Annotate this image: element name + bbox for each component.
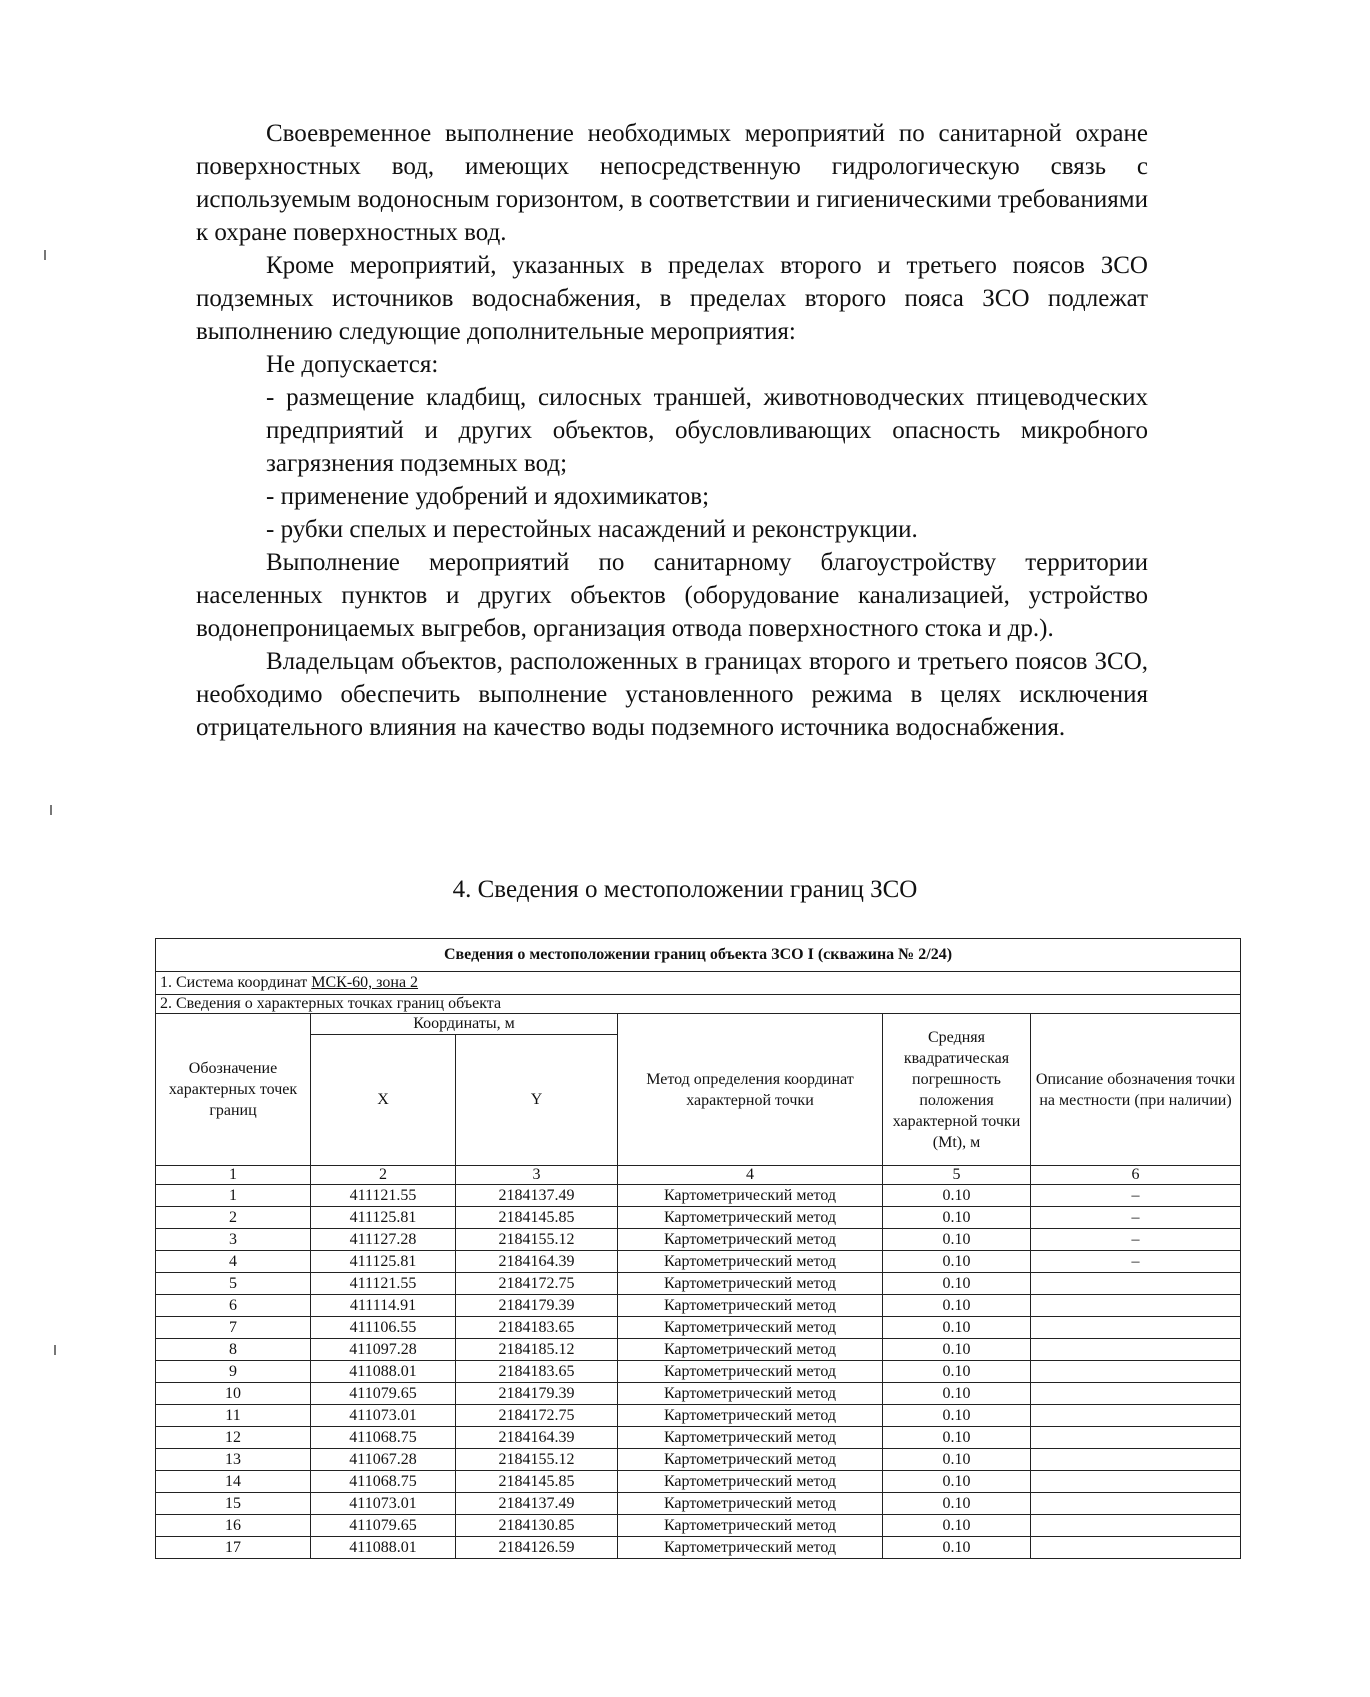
table-row bbox=[156, 1251, 1241, 1273]
description-cell bbox=[1031, 1405, 1241, 1427]
accuracy-cell: 0.10 bbox=[883, 1317, 1031, 1339]
column-number: 5 bbox=[883, 1166, 1031, 1185]
coord-y: 2184164.39 bbox=[456, 1251, 618, 1273]
accuracy-cell: 0.10 bbox=[883, 1339, 1031, 1361]
table-row bbox=[156, 1295, 1241, 1317]
method-cell: Картометрический метод bbox=[618, 1493, 883, 1515]
coord-y: 2184155.12 bbox=[456, 1229, 618, 1251]
description-cell bbox=[1031, 1493, 1241, 1515]
table-row bbox=[156, 1493, 1241, 1515]
method-cell: Картометрический метод bbox=[618, 1405, 883, 1427]
accuracy-cell: 0.10 bbox=[883, 1493, 1031, 1515]
point-number: 8 bbox=[156, 1339, 311, 1361]
header-accuracy: Средняя квадратическая погрешность положения характерной точки (Mt), м bbox=[883, 1014, 1031, 1166]
point-number: 14 bbox=[156, 1471, 311, 1493]
accuracy-cell: 0.10 bbox=[883, 1537, 1031, 1559]
accuracy-cell: 0.10 bbox=[883, 1361, 1031, 1383]
header-description: Описание обозначения точки на местности (при наличии) bbox=[1031, 1014, 1241, 1166]
accuracy-cell: 0.10 bbox=[883, 1273, 1031, 1295]
description-cell bbox=[1031, 1273, 1241, 1295]
method-cell: Картометрический метод bbox=[618, 1515, 883, 1537]
method-cell: Картометрический метод bbox=[618, 1427, 883, 1449]
point-number: 12 bbox=[156, 1427, 311, 1449]
boundary-table bbox=[155, 938, 1241, 1559]
coord-x: 411088.01 bbox=[311, 1361, 456, 1383]
column-number: 2 bbox=[311, 1166, 456, 1185]
table-row bbox=[156, 1229, 1241, 1251]
accuracy-cell: 0.10 bbox=[883, 1515, 1031, 1537]
coord-y: 2184172.75 bbox=[456, 1273, 618, 1295]
column-number: 3 bbox=[456, 1166, 618, 1185]
scan-margin-mark bbox=[54, 1345, 56, 1355]
header-x: X bbox=[311, 1035, 456, 1166]
point-number: 17 bbox=[156, 1537, 311, 1559]
coord-x: 411079.65 bbox=[311, 1383, 456, 1405]
list-item-2: - применение удобрений и ядохимикатов; bbox=[266, 483, 710, 510]
header-designation: Обозначение характерных точек границ bbox=[156, 1014, 311, 1166]
coord-x: 411121.55 bbox=[311, 1273, 456, 1295]
column-numbers-row bbox=[156, 1166, 1241, 1185]
point-number: 6 bbox=[156, 1295, 311, 1317]
method-cell: Картометрический метод bbox=[618, 1273, 883, 1295]
accuracy-cell: 0.10 bbox=[883, 1471, 1031, 1493]
coord-x: 411079.65 bbox=[311, 1515, 456, 1537]
method-cell: Картометрический метод bbox=[618, 1317, 883, 1339]
description-cell bbox=[1031, 1339, 1241, 1361]
header-y: Y bbox=[456, 1035, 618, 1166]
description-cell: – bbox=[1031, 1229, 1241, 1251]
coord-x: 411088.01 bbox=[311, 1537, 456, 1559]
coord-y: 2184185.12 bbox=[456, 1339, 618, 1361]
list-item-1: - размещение кладбищ, силосных траншей, животноводческих птицеводческих предприятий и других объектов, обусловливающих опасность микробного загрязнения подземных вод; bbox=[266, 384, 1148, 477]
point-number: 15 bbox=[156, 1493, 311, 1515]
scan-margin-mark bbox=[50, 805, 52, 815]
point-number: 7 bbox=[156, 1317, 311, 1339]
coord-y: 2184137.49 bbox=[456, 1185, 618, 1207]
coord-x: 411125.81 bbox=[311, 1251, 456, 1273]
coord-x: 411125.81 bbox=[311, 1207, 456, 1229]
table-row bbox=[156, 1471, 1241, 1493]
coord-x: 411121.55 bbox=[311, 1185, 456, 1207]
coord-y: 2184183.65 bbox=[456, 1317, 618, 1339]
coord-y: 2184179.39 bbox=[456, 1383, 618, 1405]
point-number: 3 bbox=[156, 1229, 311, 1251]
method-cell: Картометрический метод bbox=[618, 1537, 883, 1559]
point-number: 11 bbox=[156, 1405, 311, 1427]
accuracy-cell: 0.10 bbox=[883, 1383, 1031, 1405]
coord-y: 2184172.75 bbox=[456, 1405, 618, 1427]
coord-y: 2184183.65 bbox=[456, 1361, 618, 1383]
point-number: 5 bbox=[156, 1273, 311, 1295]
coord-system-label: 1. Система координат bbox=[160, 974, 312, 991]
accuracy-cell: 0.10 bbox=[883, 1207, 1031, 1229]
header-coords: Координаты, м bbox=[311, 1014, 618, 1035]
coord-y: 2184179.39 bbox=[456, 1295, 618, 1317]
paragraph-1: Своевременное выполнение необходимых мероприятий по санитарной охране поверхностных вод, имеющих непосредственную гидрологическую связь с используемым водоносным горизонтом, в соответствии и гигиеническими требованиями к охране поверхностных вод. bbox=[196, 120, 1148, 246]
point-number: 13 bbox=[156, 1449, 311, 1471]
method-cell: Картометрический метод bbox=[618, 1185, 883, 1207]
description-cell bbox=[1031, 1383, 1241, 1405]
column-number: 1 bbox=[156, 1166, 311, 1185]
coord-y: 2184164.39 bbox=[456, 1427, 618, 1449]
boundary-table-wrap bbox=[155, 938, 1236, 1588]
column-number: 4 bbox=[618, 1166, 883, 1185]
point-number: 2 bbox=[156, 1207, 311, 1229]
description-cell bbox=[1031, 1361, 1241, 1383]
description-cell: – bbox=[1031, 1207, 1241, 1229]
coord-x: 411073.01 bbox=[311, 1405, 456, 1427]
table-row bbox=[156, 1207, 1241, 1229]
table-row bbox=[156, 1317, 1241, 1339]
coord-x: 411068.75 bbox=[311, 1471, 456, 1493]
table-row bbox=[156, 1427, 1241, 1449]
method-cell: Картометрический метод bbox=[618, 1207, 883, 1229]
description-cell: – bbox=[1031, 1251, 1241, 1273]
description-cell bbox=[1031, 1449, 1241, 1471]
section-title: 4. Сведения о местоположении границ ЗСО bbox=[452, 876, 918, 903]
accuracy-cell: 0.10 bbox=[883, 1449, 1031, 1471]
method-cell: Картометрический метод bbox=[618, 1383, 883, 1405]
table-row bbox=[156, 1185, 1241, 1207]
coord-x: 411068.75 bbox=[311, 1427, 456, 1449]
method-cell: Картометрический метод bbox=[618, 1339, 883, 1361]
point-number: 10 bbox=[156, 1383, 311, 1405]
coord-y: 2184145.85 bbox=[456, 1207, 618, 1229]
point-number: 16 bbox=[156, 1515, 311, 1537]
accuracy-cell: 0.10 bbox=[883, 1251, 1031, 1273]
method-cell: Картометрический метод bbox=[618, 1361, 883, 1383]
coord-y: 2184137.49 bbox=[456, 1493, 618, 1515]
method-cell: Картометрический метод bbox=[618, 1229, 883, 1251]
coord-y: 2184155.12 bbox=[456, 1449, 618, 1471]
coord-y: 2184145.85 bbox=[456, 1471, 618, 1493]
coord-x: 411067.28 bbox=[311, 1449, 456, 1471]
description-cell bbox=[1031, 1515, 1241, 1537]
table-row bbox=[156, 1405, 1241, 1427]
description-cell bbox=[1031, 1537, 1241, 1559]
list-item-3: - рубки спелых и перестойных насаждений и реконструкции. bbox=[266, 516, 918, 543]
scan-margin-mark bbox=[44, 250, 46, 260]
table-row bbox=[156, 1273, 1241, 1295]
coord-system-value: МСК-60, зона 2 bbox=[311, 974, 419, 991]
accuracy-cell: 0.10 bbox=[883, 1229, 1031, 1251]
coord-x: 411114.91 bbox=[311, 1295, 456, 1317]
table-row bbox=[156, 1537, 1241, 1559]
description-cell bbox=[1031, 1317, 1241, 1339]
coord-y: 2184130.85 bbox=[456, 1515, 618, 1537]
coord-x: 411097.28 bbox=[311, 1339, 456, 1361]
coord-y: 2184126.59 bbox=[456, 1537, 618, 1559]
column-number: 6 bbox=[1031, 1166, 1241, 1185]
table-title: Сведения о местоположении границ объекта ЗСО I (скважина № 2/24) bbox=[156, 939, 1241, 972]
table-row bbox=[156, 1339, 1241, 1361]
coord-x: 411127.28 bbox=[311, 1229, 456, 1251]
paragraph-3: Не допускается: bbox=[266, 351, 439, 378]
point-number: 9 bbox=[156, 1361, 311, 1383]
description-cell bbox=[1031, 1471, 1241, 1493]
method-cell: Картометрический метод bbox=[618, 1449, 883, 1471]
accuracy-cell: 0.10 bbox=[883, 1427, 1031, 1449]
paragraph-2: Кроме мероприятий, указанных в пределах второго и третьего поясов ЗСО подземных источников водоснабжения, в пределах второго пояса ЗСО подлежат выполнению следующие дополнительные мероприятия: bbox=[196, 252, 1148, 345]
description-cell: – bbox=[1031, 1185, 1241, 1207]
description-cell bbox=[1031, 1427, 1241, 1449]
coord-system-row bbox=[156, 972, 1241, 995]
point-number: 1 bbox=[156, 1185, 311, 1207]
description-cell bbox=[1031, 1295, 1241, 1317]
method-cell: Картометрический метод bbox=[618, 1471, 883, 1493]
coord-x: 411106.55 bbox=[311, 1317, 456, 1339]
header-method: Метод определения координат характерной точки bbox=[618, 1014, 883, 1166]
paragraph-5: Владельцам объектов, расположенных в границах второго и третьего поясов ЗСО, необходимо обеспечить выполнение установленного режима в целях исключения отрицательного влияния на качество воды подземного источника водоснабжения. bbox=[196, 648, 1148, 741]
paragraph-4: Выполнение мероприятий по санитарному благоустройству территории населенных пунктов и других объектов (оборудование канализацией, устройство водонепроницаемых выгребов, организация отвода поверхностного стока и др.). bbox=[196, 549, 1148, 642]
accuracy-cell: 0.10 bbox=[883, 1405, 1031, 1427]
table-row bbox=[156, 1361, 1241, 1383]
method-cell: Картометрический метод bbox=[618, 1251, 883, 1273]
accuracy-cell: 0.10 bbox=[883, 1185, 1031, 1207]
coord-x: 411073.01 bbox=[311, 1493, 456, 1515]
point-number: 4 bbox=[156, 1251, 311, 1273]
table-row bbox=[156, 1383, 1241, 1405]
accuracy-cell: 0.10 bbox=[883, 1295, 1031, 1317]
method-cell: Картометрический метод bbox=[618, 1295, 883, 1317]
body-text bbox=[196, 117, 1148, 744]
table-row bbox=[156, 1515, 1241, 1537]
points-heading: 2. Сведения о характерных точках границ объекта bbox=[156, 995, 1241, 1014]
table-row bbox=[156, 1449, 1241, 1471]
